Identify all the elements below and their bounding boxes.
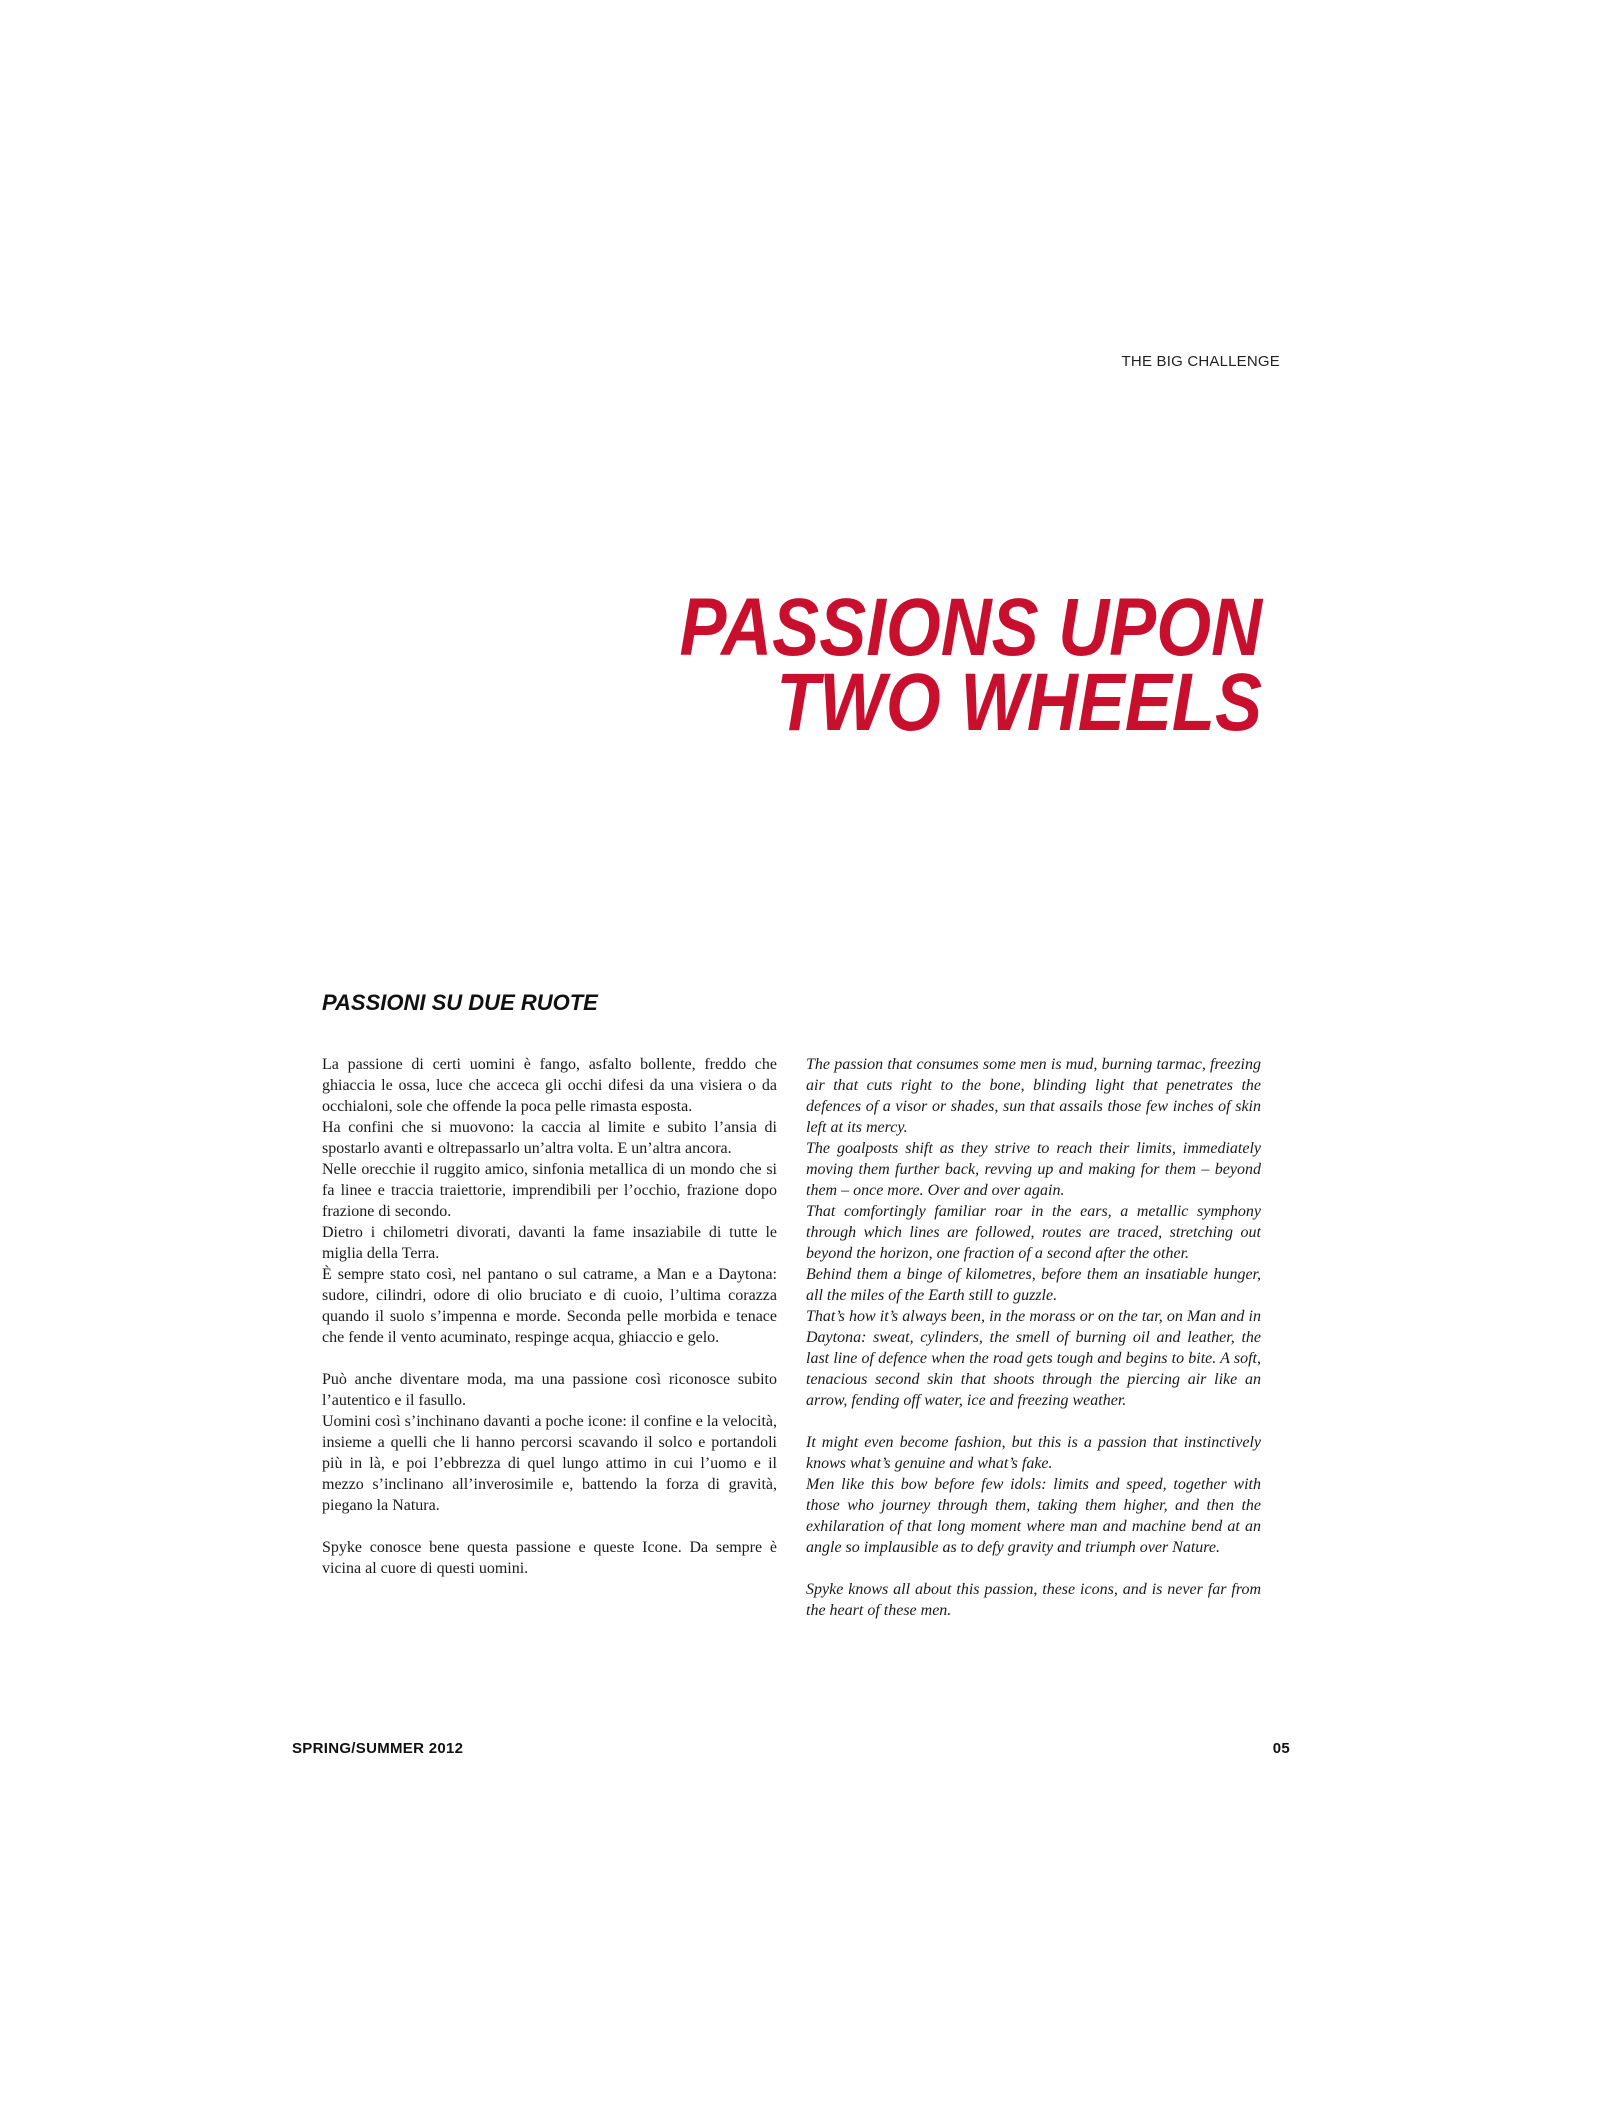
english-paragraph: That comfortingly familiar roar in the ears, a metallic symphony through which lines are followed, routes are traced, stretching out beyond the horizon, one fraction of a second after the other. <box>806 1203 1261 1262</box>
italian-column <box>322 1054 777 1579</box>
english-paragraph: Spyke knows all about this passion, these icons, and is never far from the heart of these men. <box>806 1581 1261 1619</box>
italian-paragraph: Può anche diventare moda, ma una passione così riconosce subito l’autentico e il fasullo. <box>322 1371 777 1409</box>
section-label: THE BIG CHALLENGE <box>1121 353 1280 370</box>
page-title <box>488 582 1262 748</box>
english-paragraph: Behind them a binge of kilometres, before them an insatiable hunger, all the miles of the Earth still to guzzle. <box>806 1266 1261 1304</box>
italian-paragraph: Nelle orecchie il ruggito amico, sinfonia metallica di un mondo che si fa linee e traccia traiettorie, imprendibili per l’occhio, frazione dopo frazione di secondo. <box>322 1161 777 1220</box>
english-paragraph: That’s how it’s always been, in the morass or on the tar, on Man and in Daytona: sweat, cylinders, the smell of burning oil and leather, the last line of defence when the road gets tough and begins to bite. A soft, tenacious second skin that shoots through the piercing air like an arrow, fending off water, ice and freezing weather. <box>806 1308 1261 1409</box>
english-column <box>806 1054 1261 1621</box>
footer-page-number: 05 <box>1272 1740 1290 1757</box>
italian-paragraph: Uomini così s’inchinano davanti a poche icone: il confine e la velocità, insieme a quelli che li hanno percorsi scavando il solco e portandoli più in là, e poi l’ebbrezza di quel lungo attimo in cui l’uomo e il mezzo s’inclinano all’inverosimile e, battendo la forza di gravità, piegano la Natura. <box>322 1413 777 1514</box>
italian-paragraph: La passione di certi uomini è fango, asfalto bollente, freddo che ghiaccia le ossa, luce che acceca gli occhi difesi da una visiera o da occhialoni, sole che offende la poca pelle rimasta esposta. <box>322 1056 777 1115</box>
english-paragraph: Men like this bow before few idols: limits and speed, together with those who journey through them, taking them higher, and then the exhilaration of that long moment where man and machine bend at an angle so implausible as to defy gravity and triumph over Nature. <box>806 1476 1261 1556</box>
english-paragraph: The goalposts shift as they strive to reach their limits, immediately moving them further back, revving up and making for them – beyond them – once more. Over and over again. <box>806 1140 1261 1199</box>
italian-paragraph: Spyke conosce bene questa passione e queste Icone. Da sempre è vicina al cuore di questi uomini. <box>322 1539 777 1577</box>
english-paragraph: The passion that consumes some men is mud, burning tarmac, freezing air that cuts right to the bone, blinding light that penetrates the defences of a visor or shades, sun that assails those few inches of skin left at its mercy. <box>806 1056 1261 1136</box>
footer-issue: SPRING/SUMMER 2012 <box>292 1740 464 1757</box>
italian-paragraph: Dietro i chilometri divorati, davanti la fame insaziabile di tutte le miglia della Terra. <box>322 1224 777 1262</box>
title-line-2: TWO WHEELS <box>776 657 1262 748</box>
italian-paragraph: Ha confini che si muovono: la caccia al limite e subito l’ansia di spostarlo avanti e oltrepassarlo un’altra volta. E un’altra ancora. <box>322 1119 777 1157</box>
article-subtitle: PASSIONI SU DUE RUOTE <box>322 990 598 1015</box>
english-paragraph: It might even become fashion, but this is a passion that instinctively knows what’s genuine and what’s fake. <box>806 1434 1261 1472</box>
title-line-1: PASSIONS UPON <box>679 582 1262 673</box>
italian-paragraph: È sempre stato così, nel pantano o sul catrame, a Man e a Daytona: sudore, cilindri, odore di olio bruciato e di cuoio, l’ultima corazza quando il suolo s’impenna e morde. Seconda pelle morbida e tenace che fende il vento acuminato, respinge acqua, ghiaccio e gelo. <box>322 1266 777 1346</box>
